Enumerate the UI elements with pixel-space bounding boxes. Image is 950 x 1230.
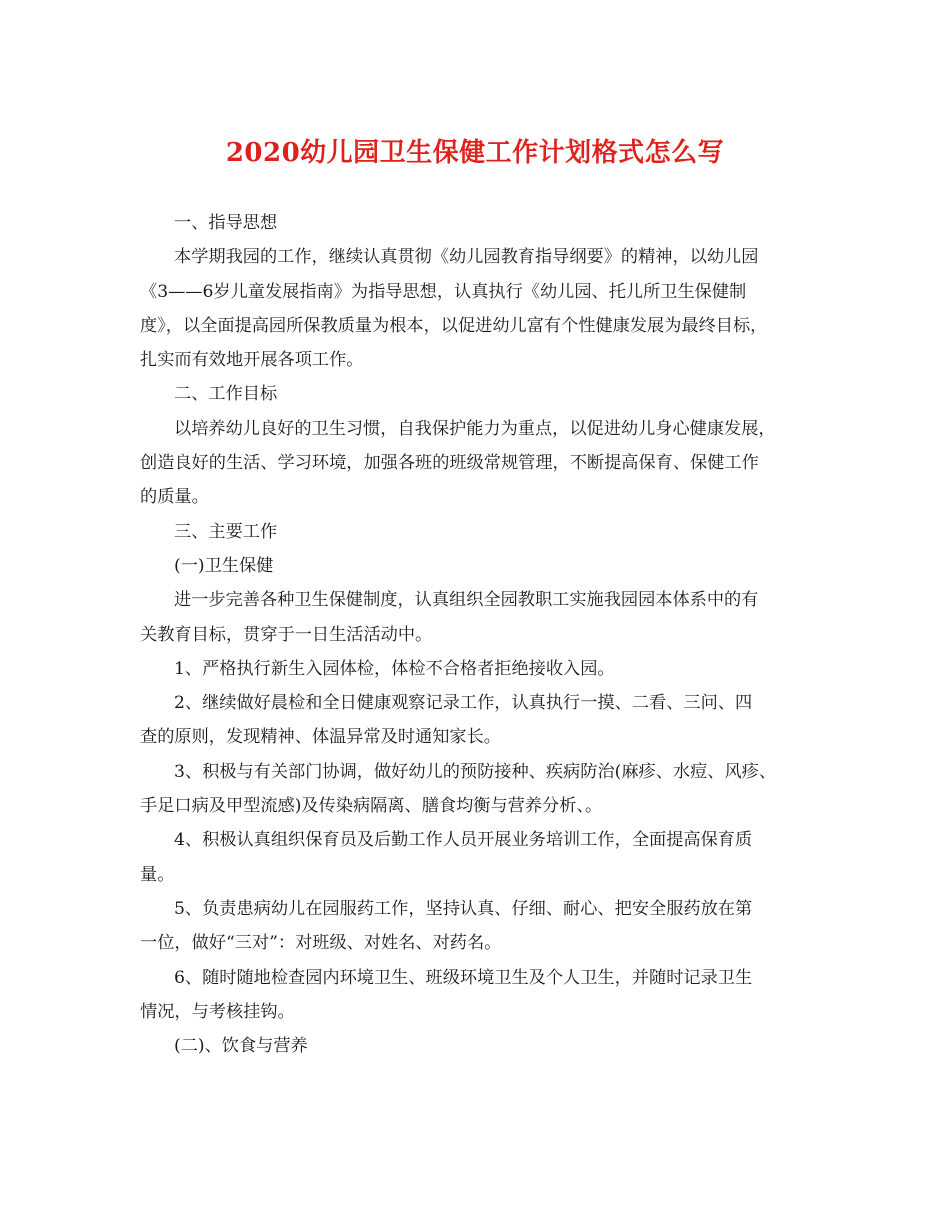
paragraph-line: 情况，与考核挂钩。 [140,1001,295,1022]
paragraph-line: 扎实而有效地开展各项工作。 [140,350,364,371]
section-heading: 一、指导思想 [174,213,278,233]
list-item: 6、随时随地检查园内环境卫生、班级环境卫生及个人卫生，并随时记录卫生 [174,967,753,988]
paragraph-line: 一位，做好“三对”：对班级、对姓名、对药名。 [140,933,502,954]
paragraph-line: 关教育目标，贯穿于一日生活活动中。 [140,624,433,645]
subsection-heading: (一)卫生保健 [174,555,274,576]
paragraph-line: 进一步完善各种卫生保健制度，认真组织全园教职工实施我园园本体系中的有 [174,590,759,611]
subsection-heading: (二)、饮食与营养 [174,1036,308,1057]
paragraph-line: 《3——6岁儿童发展指南》为指导思想，认真执行《幼儿园、托儿所卫生保健制 [140,281,747,302]
paragraph-line: 以培养幼儿良好的卫生习惯，自我保护能力为重点，以促进幼儿身心健康发展， [174,418,776,439]
list-item: 2、继续做好晨检和全日健康观察记录工作，认真执行一摸、二看、三问、四 [174,693,753,714]
paragraph-line: 量。 [140,864,175,885]
document-body [140,206,830,1063]
paragraph-line: 查的原则，发现精神、体温异常及时通知家长。 [140,727,501,748]
paragraph-line: 创造良好的生活、学习环境，加强各班的班级常规管理，不断提高保育、保健工作 [140,453,759,474]
document-title: 2020幼儿园卫生保健工作计划格式怎么写 [225,138,725,168]
list-item: 1、严格执行新生入园体检，体检不合格者拒绝接收入园。 [174,658,615,679]
list-item: 5、负责患病幼儿在园服药工作，坚持认真、仔细、耐心、把安全服药放在第 [174,898,753,919]
list-item: 3、积极与有关部门协调，做好幼儿的预防接种、疾病防治(麻疹、水痘、风疹、 [174,761,777,782]
section-heading: 三、主要工作 [174,521,278,542]
list-item: 4、积极认真组织保育员及后勤工作人员开展业务培训工作，全面提高保育质 [174,830,753,851]
paragraph-line: 本学期我园的工作，继续认真贯彻《幼儿园教育指导纲要》的精神，以幼儿园 [174,247,759,268]
paragraph-line: 的质量。 [140,487,209,508]
paragraph-line: 手足口病及甲型流感)及传染病隔离、膳食均衡与营养分析、。 [140,796,603,817]
section-heading: 二、工作目标 [174,384,278,405]
paragraph-line: 度》，以全面提高园所保教质量为根本，以促进幼儿富有个性健康发展为最终目标， [140,315,768,336]
